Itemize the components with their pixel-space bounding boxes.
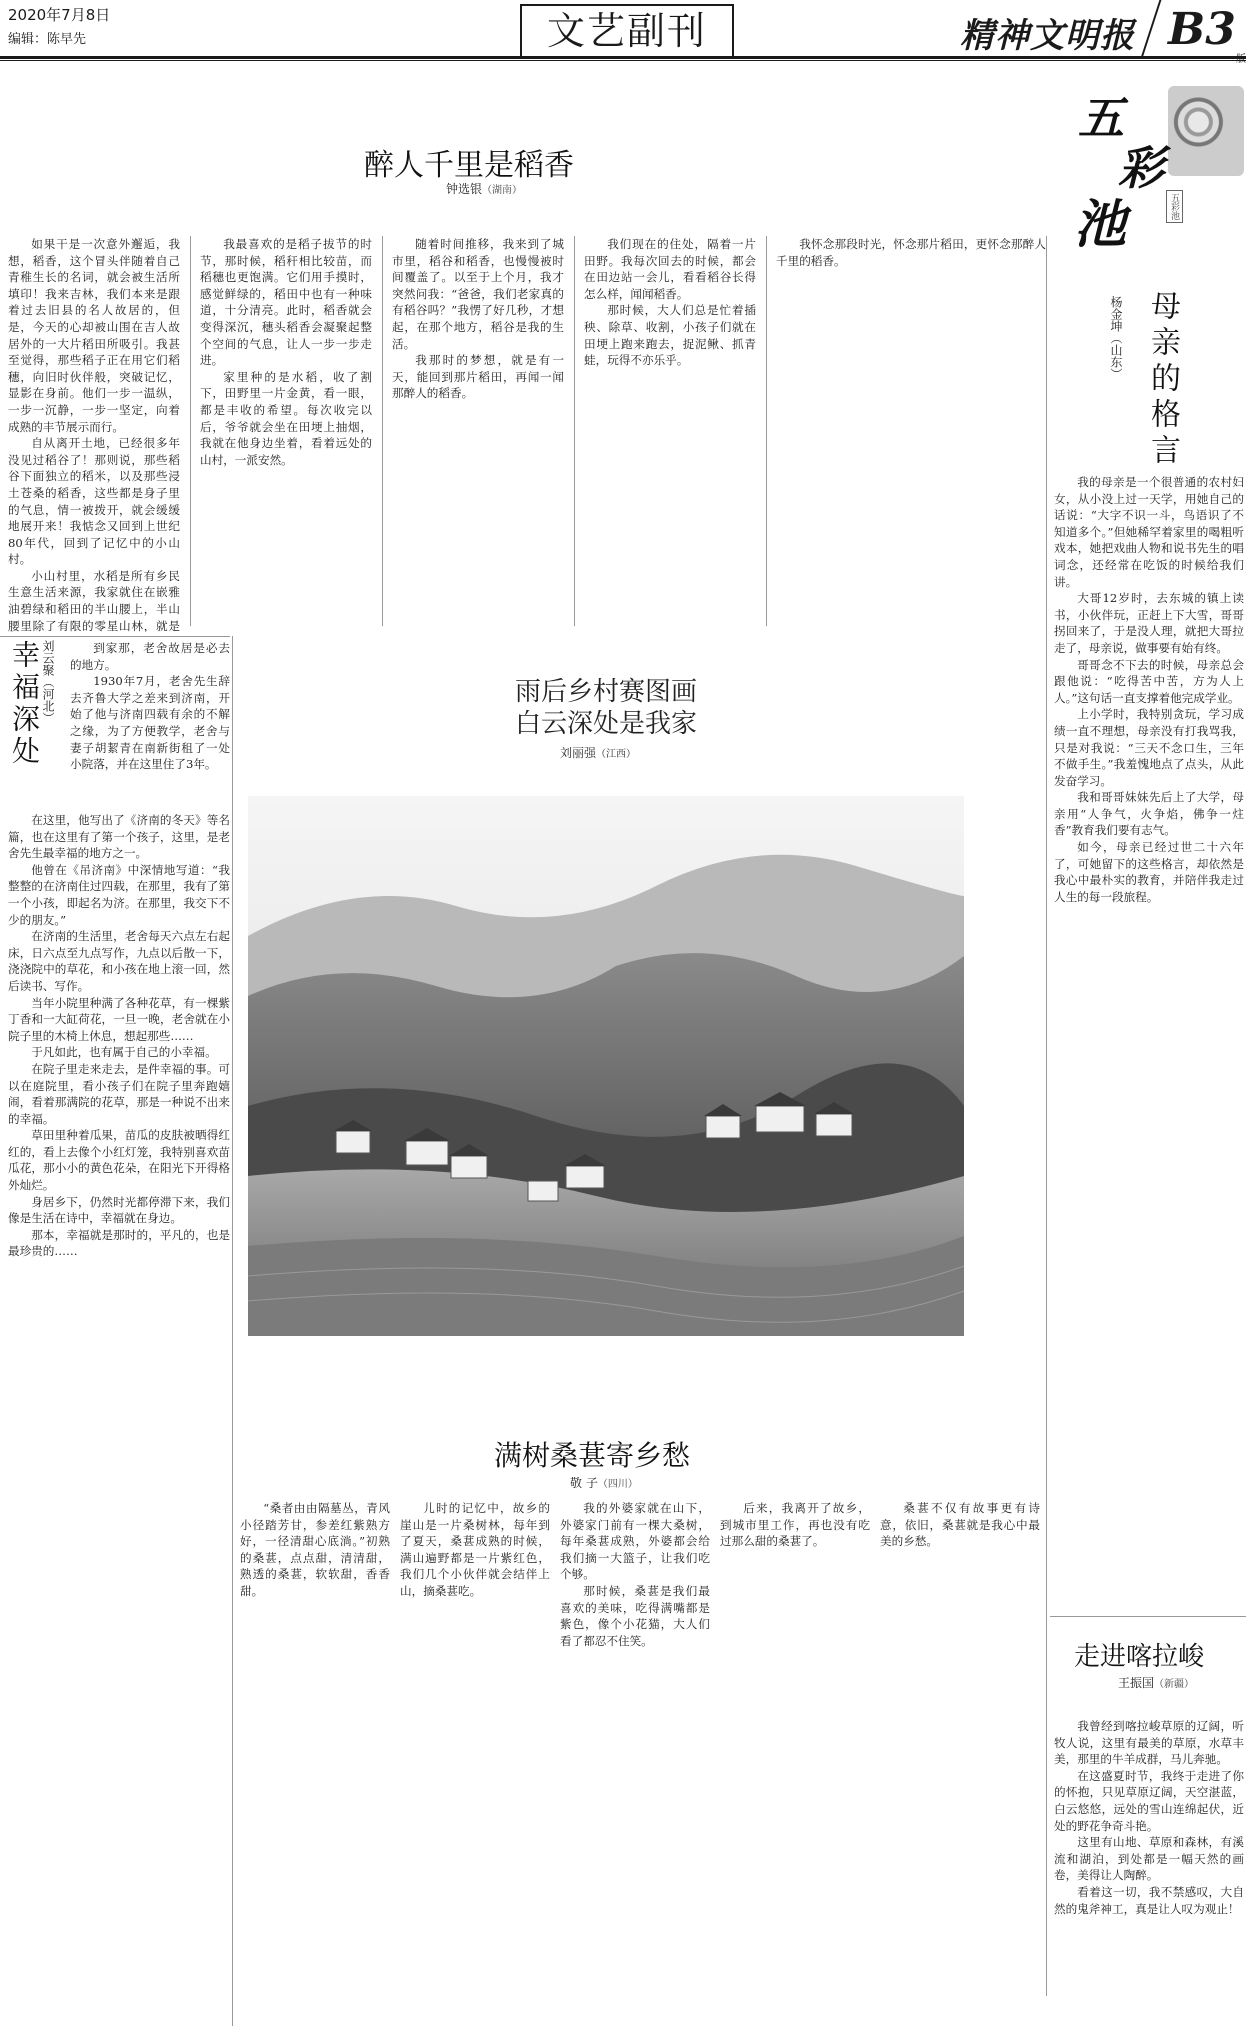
article-4-column-1 [240,1500,390,2024]
article-1-column-1 [8,236,180,632]
editor-credit: 编辑：陈早先 [8,32,87,47]
article-5-paragraph: 在这盛夏时节，我终于走进了你的怀抱，只见草原辽阔，天空湛蓝，白云悠悠，远处的雪山连绵起伏，近处的野花争奇斗艳。 [1054,1768,1244,1833]
article-3-paragraph: 他曾在《吊济南》中深情地写道：“我整整的在济南住过四载，在那里，我有了第一个小孩，即起名为济。在那里，我交下不少的朋友。” [8,862,230,927]
article-4-column-5 [880,1500,1040,2024]
article-3-body [8,812,230,2022]
article-2-paragraph: 上小学时，我特别贪玩，学习成绩一直不理想，母亲没有打我骂我，只是对我说：“三天不念口生，三年不做手生。”我羞愧地点了点头，从此发奋学习。 [1054,707,1244,788]
paper-masthead: 精神文明报 [960,16,1135,56]
article-5-title: 走进喀拉峻 [1074,1642,1205,1672]
column-rule [382,236,383,626]
column-rule [1046,236,1047,1996]
article-4-place: （四川） [597,1479,638,1490]
article-5-byline [1118,1674,1194,1691]
article-3-author: 刘云聚 [41,640,55,676]
article-4-paragraph: 后来，我离开了故乡，到城市里工作，再也没有吃过那么甜的桑葚了。 [720,1501,870,1549]
article-5-paragraph: 这里有山地、草原和森林，有溪流和湖泊，到处都是一幅天然的画卷，美得让人陶醉。 [1054,1835,1244,1883]
article-2-paragraph: 大哥12岁时，去东城的镇上读书，小伙伴玩，正赶上下大雪，哥哥拐回来了，于是没人理，就把大哥拉走了，母亲说，做事要有始有终。 [1054,591,1244,655]
article-1-byline [446,180,522,197]
masthead-divider [1141,0,1162,58]
article-2-paragraph: 我和哥哥妹妹先后上了大学，母亲用“人争气，火争焰，佛争一炷香”教育我们要有志气。 [1054,790,1244,838]
article-3-intro [70,640,230,808]
article-3-paragraph: 于凡如此，也有属于自己的小幸福。 [31,1045,217,1060]
article-3-paragraph: 当年小院里种满了各种花草，有一棵紫丁香和一大缸荷花，一旦一晚，老舍就在小院子里的木椅上休息，想起那些…… [8,995,230,1043]
article-1-author: 钟选银 [446,182,483,196]
article-1-column-5 [776,236,1046,632]
photo-author: 刘丽强 [560,746,597,760]
column-logo-char-3: 池 [1074,194,1127,255]
article-3-title: 幸福深处 [8,640,41,768]
article-4-paragraph: 桑葚不仅有故事更有诗意，依旧，桑葚就是我心中最美的乡愁。 [880,1501,1040,1549]
article-1-paragraph: 我怀念那段时光，怀念那片稻田，更怀念那醉人千里的稻香。 [776,237,1046,268]
article-3-paragraph: 到家那，老舍故居是必去的地方。 [70,641,230,672]
article-1-column-4 [584,236,756,632]
column-rule [766,236,767,626]
article-4-paragraph: 我的外婆家就在山下，外婆家门前有一棵大桑树，每年桑葚成熟，外婆都会给我们摘一大篮子，让我们吃个够。 [560,1501,710,1582]
article-1-paragraph: 如果干是一次意外邂逅，我想，稻香，这个冒头伴随着自己青稚生长的名词，就会被生活所填印！我来吉林，我们本来是跟着过去旧县的名人故居的，但是，今天的心却被山围在吉人故居外的一大片稻田所吸引。我甚至觉得，那些稻子正在用它们稻穗，向旧时伙伴般，突破记忆，显影在身前。他们一步一温纵，一步一沉静，一步一坚定，向着成熟的丰节展示而行。 [8,237,180,434]
article-4-column-2 [400,1500,550,2024]
article-4-paragraph: “桑者由由隔墓丛，青风小径踏芳甘，参差红紫熟方好，一径清甜心底淌。”初熟的桑葚，点点甜，清清甜，熟透的桑葚，软软甜，香香甜。 [240,1501,390,1598]
article-4-column-4 [720,1500,870,2024]
article-3-paragraph: 草田里种着瓜果，苗瓜的皮肤被晒得红红的，看上去像个小红灯笼，我特别喜欢苗瓜花，那小小的黄色花朵，在阳光下开得格外灿烂。 [8,1128,230,1193]
article-1-paragraph: 家里种的是水稻，收了割下，田野里一片金黄，看一眼，都是丰收的希望。每次收完以后，爷爷就会坐在田埂上抽烟，我就在他身边坐着，看着远处的山村，一派安然。 [200,369,372,467]
article-4-paragraph: 那时候，桑葚是我们最喜欢的美味，吃得满嘴都是紫色，像个小花猫，大人们看了都忍不住笑。 [560,1583,710,1648]
article-1-paragraph: 我那时的梦想，就是有一天，能回到那片稻田，再闻一闻那醉人的稻香。 [392,353,564,401]
article-3-byline [40,640,57,724]
article-3-paragraph: 在院子里走来走去，是件幸福的事。可以在庭院里，看小孩子们在院子里奔跑嬉闹，看着那满院的花草，那是一种说不出来的幸福。 [8,1061,230,1126]
article-2-title: 母亲的格言 [1145,290,1180,470]
article-3-paragraph: 在济南的生活里，老舍每天六点左右起床，日六点至九点写作，九点以后散一下，浇浇院中的草花，和小孩在地上滚一回，然后读书、写作。 [8,929,230,993]
article-3-place: （河北） [41,676,55,724]
issue-date: 2020年7月8日 [8,6,111,24]
article-5-place: （新疆） [1154,1679,1195,1690]
article-5-paragraph: 我曾经到喀拉峻草原的辽阔，听牧人说，这里有最美的草原，水草丰美，那里的牛羊成群，马儿奔驰。 [1054,1719,1244,1767]
header-rule [0,56,1246,59]
column-logo-tag: 五彩池 [1166,190,1183,223]
column-rule [190,236,191,626]
article-2-paragraph: 如今，母亲已经过世二十六年了，可她留下的这些格言，却依然是我心中最朴实的教育，并陪伴我走过人生的每一段旅程。 [1054,840,1244,904]
article-4-column-3 [560,1500,710,2024]
article-1-column-2 [200,236,372,632]
article-1-column-3 [392,236,564,632]
article-3-paragraph: 那本，幸福就是那时的，平凡的，也是最珍贵的…… [8,1227,230,1259]
article-4-paragraph: 儿时的记忆中，故乡的崖山是一片桑树林，每年到了夏天，桑葚成熟的时候，满山遍野都是一片紫红色，我们几个小伙伴就会结伴上山，摘桑葚吃。 [400,1501,550,1598]
article-3-paragraph: 在这里，他写出了《济南的冬天》等名篇，也在这里有了第一个孩子，这里，是老舍先生最幸福的地方之一。 [8,813,230,861]
article-2-paragraph: 哥哥念不下去的时候，母亲总会跟他说：“吃得苦中苦，方为人上人。”这句话一直支撑着他完成学业。 [1054,657,1244,705]
article-5-paragraph: 看着这一切，我不禁感叹，大自然的鬼斧神工，真是让人叹为观止！ [1054,1884,1244,1916]
article-4-title: 满树桑葚寄乡愁 [494,1439,691,1472]
article-2-place: （山东） [1109,332,1123,380]
section-divider [0,636,230,637]
photo-title-line-2: 白云深处是我家 [514,709,697,739]
article-1-title: 醉人千里是稻香 [364,148,574,183]
header-rule-thin [0,60,1246,61]
column-logo-char-2: 彩 [1118,141,1164,195]
article-4-byline [570,1474,638,1491]
flower-photo-icon [1168,86,1244,176]
article-2-author: 杨金坤 [1109,296,1123,332]
photo-caption [236,676,976,740]
section-divider [1050,1616,1246,1617]
column-rule [232,636,233,2026]
article-5-body [1054,1718,1244,2024]
section-title: 文艺副刊 [520,4,734,56]
article-1-place: （湖南） [482,185,523,196]
article-5-author: 王振国 [1118,1676,1155,1690]
column-logo-char-1: 五 [1078,91,1124,145]
page-number: B3 [1168,4,1236,55]
article-3-paragraph: 1930年7月，老舍先生辞去齐鲁大学之差来到济南，开始了他与济南四载有余的不解之缘，为了方便教学，老舍与妻子胡絜青在南新街租了一处小院落，并在这里住了3年。 [70,674,230,772]
article-1-paragraph: 随着时间推移，我来到了城市里，稻谷和稻香，也慢慢被时间覆盖了。以至于上个月，我才突然问我：“爸爸，我们老家真的有稻谷吗？”我愣了好几秒，才想起，在那个地方，稻谷是我的生活。 [392,237,564,351]
article-4-author: 敬 子 [570,1476,598,1490]
article-1-paragraph: 我们现在的住处，隔着一片田野。我每次回去的时候，都会在田边站一会儿，看看稻谷长得怎么样，闻闻稻香。 [584,237,756,301]
article-3-paragraph: 身居乡下，仍然时光都停滞下来，我们像是生活在诗中，幸福就在身边。 [8,1194,230,1226]
article-2-paragraph: 我的母亲是一个很普通的农村妇女，从小没上过一天学，用她自己的话说：“大字不识一斗，鸟语识了不知道多个。”但她稀罕着家里的喝粗听戏本，她把戏曲人物和说书先生的唱词念，还经常在吃饭的时候给我们讲。 [1054,475,1244,589]
article-1-paragraph: 小山村里，水稻是所有乡民生意生活来源，我家就住在嵌雅油碧绿和稻田的半山腰上，半山腰里除了有限的零星山林，就是 [8,568,180,632]
article-1-paragraph: 那时候，大人们总是忙着插秧、除草、收割，小孩子们就在田埂上跑来跑去，捉泥鳅、抓青蛙，玩得不亦乐乎。 [584,303,756,368]
article-2-byline [1108,296,1125,380]
column-rule [574,236,575,626]
photo-place: （江西） [596,749,637,760]
article-2-body [1054,474,1244,1612]
photo-byline [560,744,636,761]
article-1-paragraph: 我最喜欢的是稻子拔节的时节，那时候，稻秆相比较苗，而稻穗也更饱满。它们用手摸时，感觉鲜绿的，稻田中也有一种味道，十分清亮。此时，稻香就会变得深沉，穗头稻香会凝聚起整个空间的气息，让人一步一步走进。 [200,237,372,368]
photo-title-line-1: 雨后乡村赛图画 [514,677,697,707]
article-1-paragraph: 自从离开土地，已经很多年没见过稻谷了！那则说，那些稻谷下面独立的稻米，以及那些浸土苍桑的稻香，这些都是身子里的气息，情一被拨开，就会缓缓地展开来！我惦念又回到上世纪80年代，回到了记忆中的小山村。 [8,436,180,567]
